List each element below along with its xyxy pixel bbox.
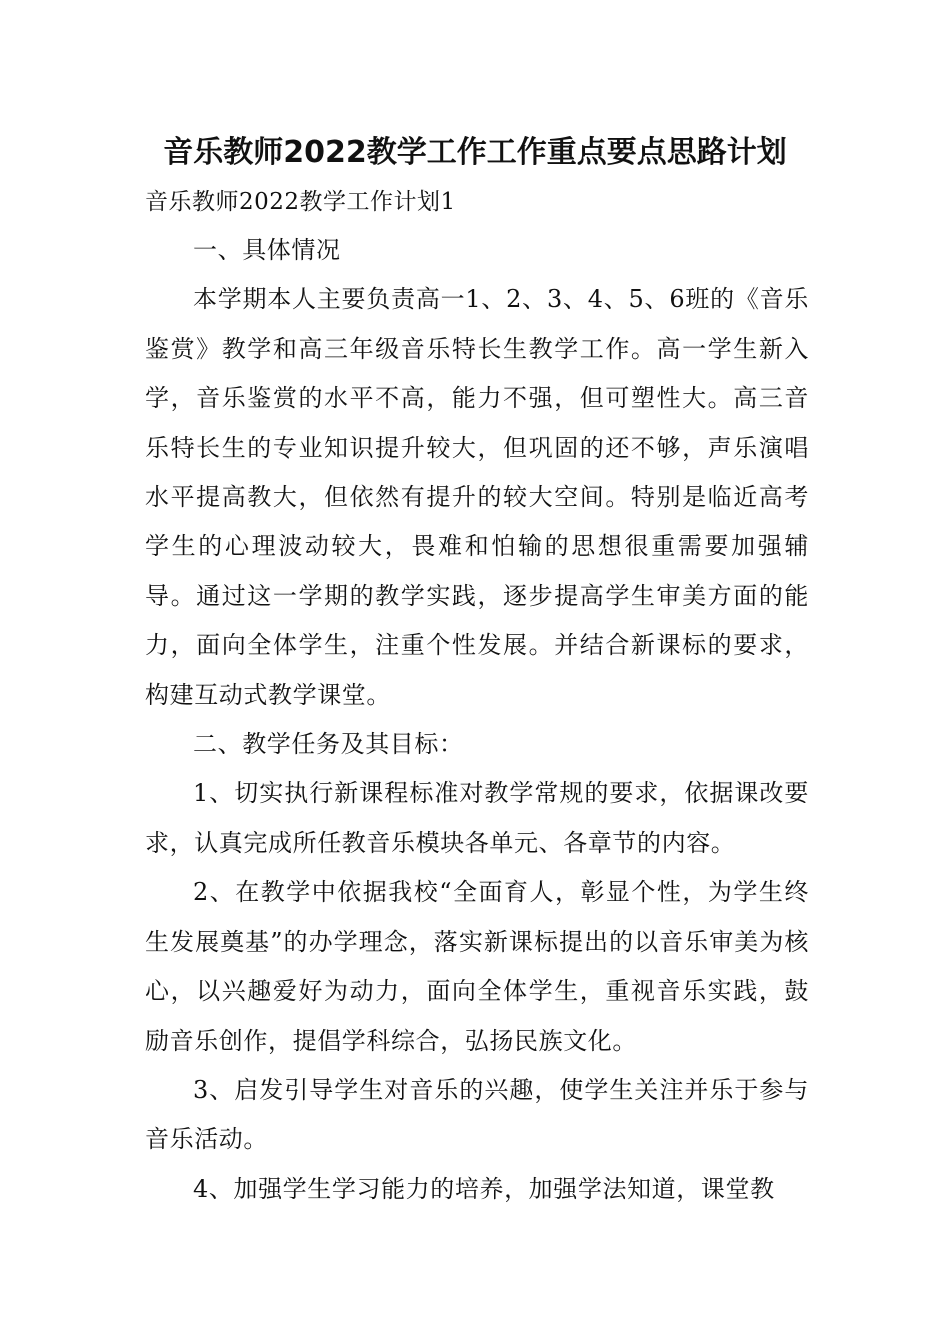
- document-subtitle: 音乐教师2022教学工作计划1: [145, 189, 456, 215]
- document-body: [145, 226, 809, 1214]
- paragraph-task-1: 1、切实执行新课程标准对教学常规的要求，依据课改要求，认真完成所任教音乐模块各单元、各章节的内容。: [145, 779, 809, 857]
- section-heading-situation: 一、具体情况: [193, 236, 341, 264]
- paragraph-task-3: 3、启发引导学生对音乐的兴趣，使学生关注并乐于参与音乐活动。: [145, 1075, 809, 1154]
- paragraph-task-4: 4、加强学生学习能力的培养，加强学法知道，课堂教: [193, 1174, 775, 1203]
- document-title: 音乐教师2022教学工作工作重点要点思路计划: [163, 135, 787, 170]
- paragraph-situation: 本学期本人主要负责高一1、2、3、4、5、6班的《音乐鉴赏》教学和高三年级音乐特长生教学工作。高一学生新入学，音乐鉴赏的水平不高，能力不强，但可塑性大。高三音乐特长生的专业知识提升较大，但巩固的还不够，声乐演唱水平提高教大，但依然有提升的较大空间。特别是临近高考学生的心理波动较大，畏难和怕输的思想很重需要加强辅导。通过这一学期的教学实践，逐步提高学生审美方面的能力，面向全体学生，注重个性发展。并结合新课标的要求，构建互动式教学课堂。: [145, 285, 809, 709]
- paragraph-task-2: 2、在教学中依据我校“全面育人，彰显个性，为学生终生发展奠基”的办学理念，落实新课标提出的以音乐审美为核心，以兴趣爱好为动力，面向全体学生，重视音乐实践，鼓励音乐创作，提倡学科综合，弘扬民族文化。: [145, 878, 809, 1055]
- section-heading-tasks: 二、教学任务及其目标：: [193, 730, 464, 759]
